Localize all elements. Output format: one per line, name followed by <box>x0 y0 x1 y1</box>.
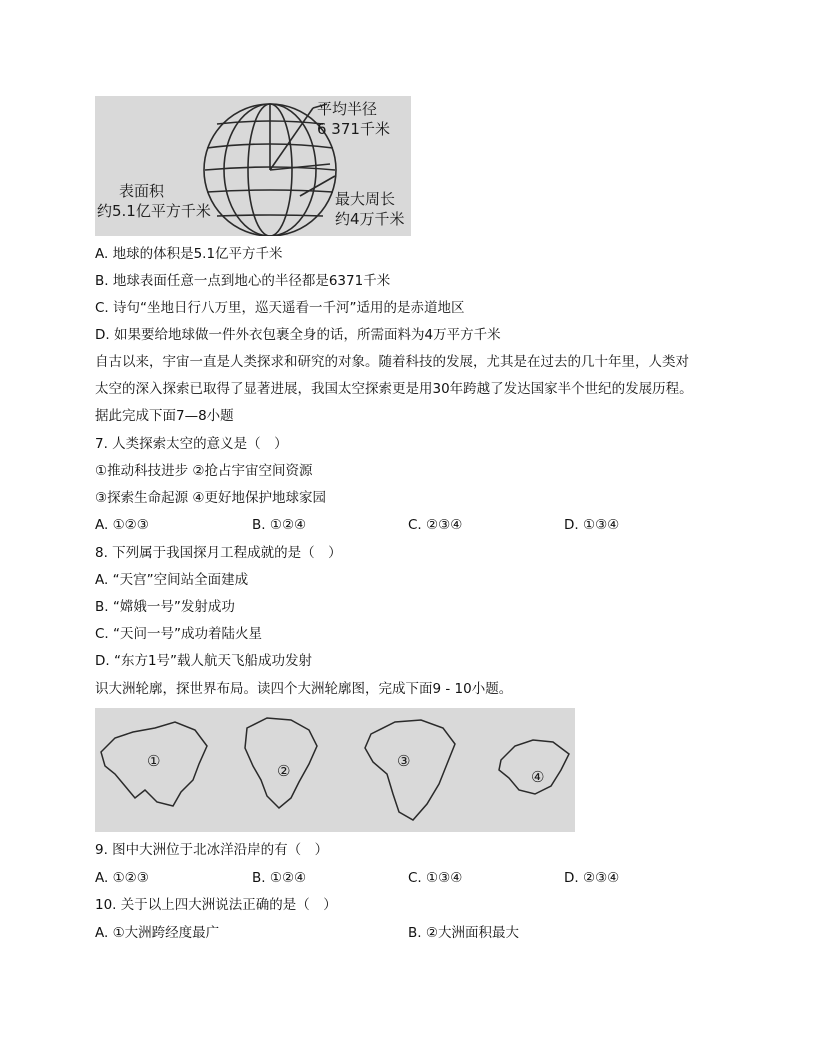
q6-option-c: C. 诗句“坐地日行八万里，巡天遥看一千河”适用的是赤道地区 <box>95 300 465 316</box>
globe-figure <box>95 96 411 236</box>
q8-option-a: A. “天宫”空间站全面建成 <box>95 572 249 588</box>
q10-option-a: A. ①大洲跨经度最广 <box>95 925 220 941</box>
q9-option-b: B. ①②④ <box>252 870 307 886</box>
q7-option-b: B. ①②④ <box>252 517 307 533</box>
area-label-2: 约5.1亿平方千米 <box>97 202 211 220</box>
area-label-1: 表面积 <box>119 182 165 200</box>
q7-items-line-2: ③探索生命起源 ④更好地保护地球家园 <box>95 490 326 506</box>
q9-option-a: A. ①②③ <box>95 870 149 886</box>
q8-option-b: B. “嫦娥一号”发射成功 <box>95 599 235 615</box>
q7-items-line-1: ①推动科技进步 ②抢占宇宙空间资源 <box>95 463 313 479</box>
continent-label-4: ④ <box>531 768 545 786</box>
perimeter-label-1: 最大周长 <box>335 190 396 208</box>
passage-line-2: 太空的深入探索已取得了显著进展，我国太空探索更是用30年跨越了发达国家半个世纪的发展历程。 <box>95 381 693 397</box>
q9-option-d: D. ②③④ <box>564 870 620 886</box>
radius-label-1: 平均半径 <box>317 100 378 118</box>
continent-label-3: ③ <box>397 752 411 770</box>
q8-stem: 8. 下列属于我国探月工程成就的是（ ） <box>95 545 342 561</box>
passage-line-1: 自古以来，宇宙一直是人类探求和研究的对象。随着科技的发展，尤其是在过去的几十年里，人类对 <box>95 354 689 370</box>
q9-stem: 9. 图中大洲位于北冰洋沿岸的有（ ） <box>95 842 329 858</box>
q10-stem: 10. 关于以上四大洲说法正确的是（ ） <box>95 897 337 913</box>
q8-option-d: D. “东方1号”载人航天飞船成功发射 <box>95 653 313 669</box>
q7-option-c: C. ②③④ <box>408 517 463 533</box>
q7-option-a: A. ①②③ <box>95 517 149 533</box>
radius-label-2: 6 371千米 <box>317 120 390 138</box>
q6-option-d: D. 如果要给地球做一件外衣包裹全身的话，所需面料为4万平方千米 <box>95 327 501 343</box>
passage-line-3: 据此完成下面7—8小题 <box>95 408 234 424</box>
q7-option-d: D. ①③④ <box>564 517 620 533</box>
q6-option-a: A. 地球的体积是5.1亿平方千米 <box>95 246 283 262</box>
q7-stem: 7. 人类探索太空的意义是（ ） <box>95 436 288 452</box>
q6-option-b: B. 地球表面任意一点到地心的半径都是6371千米 <box>95 273 391 289</box>
continent-label-1: ① <box>147 752 161 770</box>
q9-option-c: C. ①③④ <box>408 870 463 886</box>
q8-option-c: C. “天问一号”成功着陆火星 <box>95 626 262 642</box>
intro-9-10: 识大洲轮廓，探世界布局。读四个大洲轮廓图，完成下面9 - 10小题。 <box>95 681 513 697</box>
continent-outlines <box>95 708 575 832</box>
perimeter-label-2: 约4万千米 <box>335 210 405 228</box>
continent-label-2: ② <box>277 762 291 780</box>
continents-figure <box>95 708 575 832</box>
q10-option-b: B. ②大洲面积最大 <box>408 925 519 941</box>
